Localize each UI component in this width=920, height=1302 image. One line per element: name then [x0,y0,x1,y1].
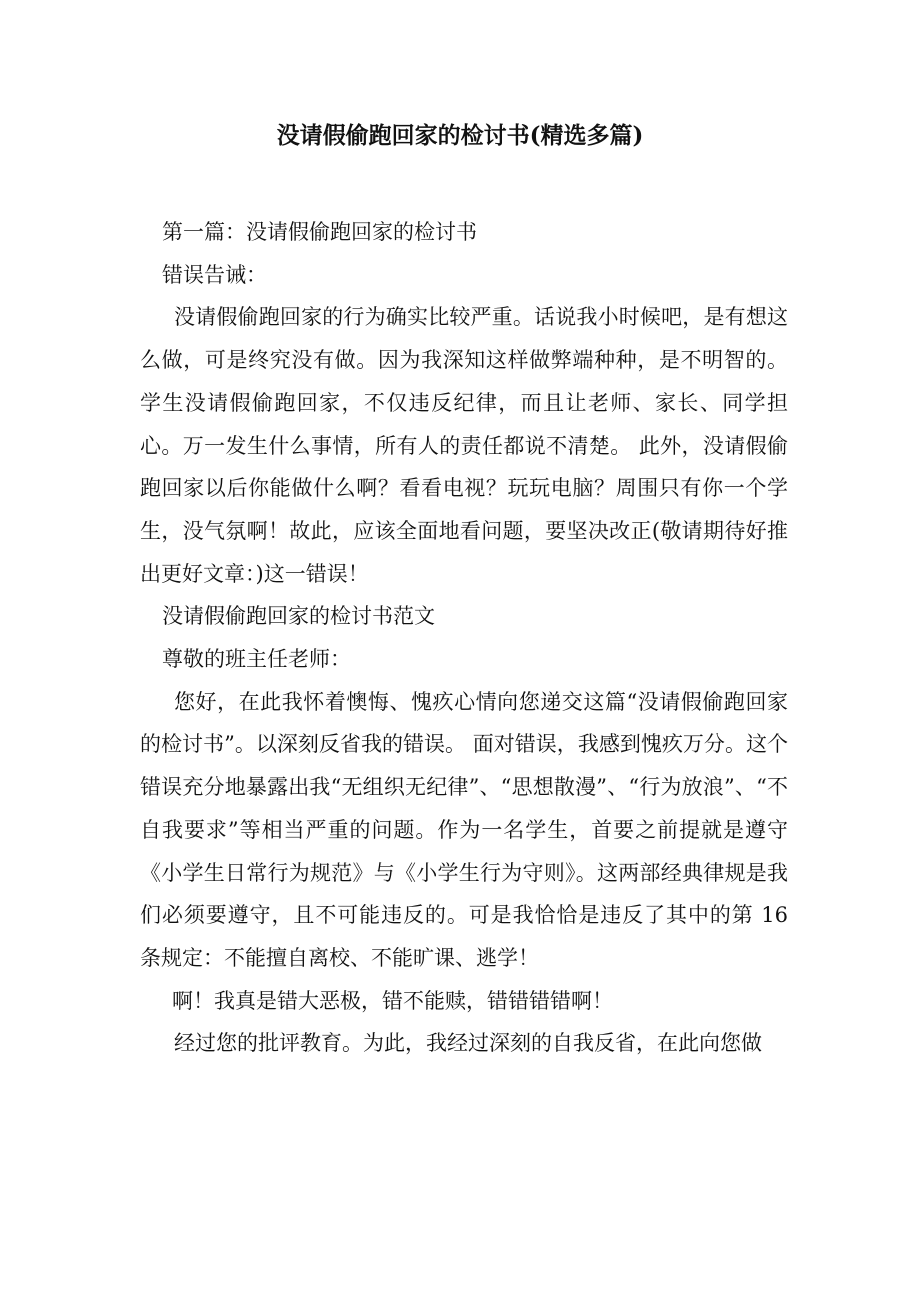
document-body [140,211,788,1065]
document-title: 没请假偷跑回家的检讨书(精选多篇) [276,122,644,149]
warning-heading: 错误告诫： [162,262,267,287]
paragraph-letter-body: 您好，在此我怀着懊悔、愧疚心情向您递交这篇“没请假偷跑回家的检讨书”。以深刻反省我的错误。 面对错误，我感到愧疚万分。这个错误充分地暴露出我“无组织无纪律”、“思想散漫”、“行为放浪”、“不自我要求”等相当严重的问题。作为一名学生，首要之前提就是遵守《小学生日常行为规范》与《小学生行为守则》。这两部经典律规是我们必须要遵守，且不可能违反的。可是我恰恰是违反了其中的第 16 条规定：不能擅自离校、不能旷课、逃学！ [140,689,788,970]
salutation: 尊敬的班主任老师： [162,647,351,672]
paragraph-continuation: 经过您的批评教育。为此，我经过深刻的自我反省，在此向您做 [174,1031,762,1056]
section-heading-first: 第一篇：没请假偷跑回家的检讨书 [162,220,477,244]
paragraph-warning-text: 没请假偷跑回家的行为确实比较严重。话说我小时候吧，是有想这么做，可是终究没有做。因为我深知这样做弊端种种，是不明智的。学生没请假偷跑回家，不仅违反纪律，而且让老师、家长、同学担心。万一发生什么事情，所有人的责任都说不清楚。 此外，没请假偷跑回家以后你能做什么啊？看看电视？玩玩电脑？周围只有你一个学生，没气氛啊！故此，应该全面地看问题，要坚决改正(敬请期待好推出更好文章：)这一错误！ [140,305,788,586]
section-heading-sample: 没请假偷跑回家的检讨书范文 [162,604,435,629]
paragraph-exclamation: 啊！我真是错大恶极，错不能赎，错错错错啊！ [172,988,613,1013]
